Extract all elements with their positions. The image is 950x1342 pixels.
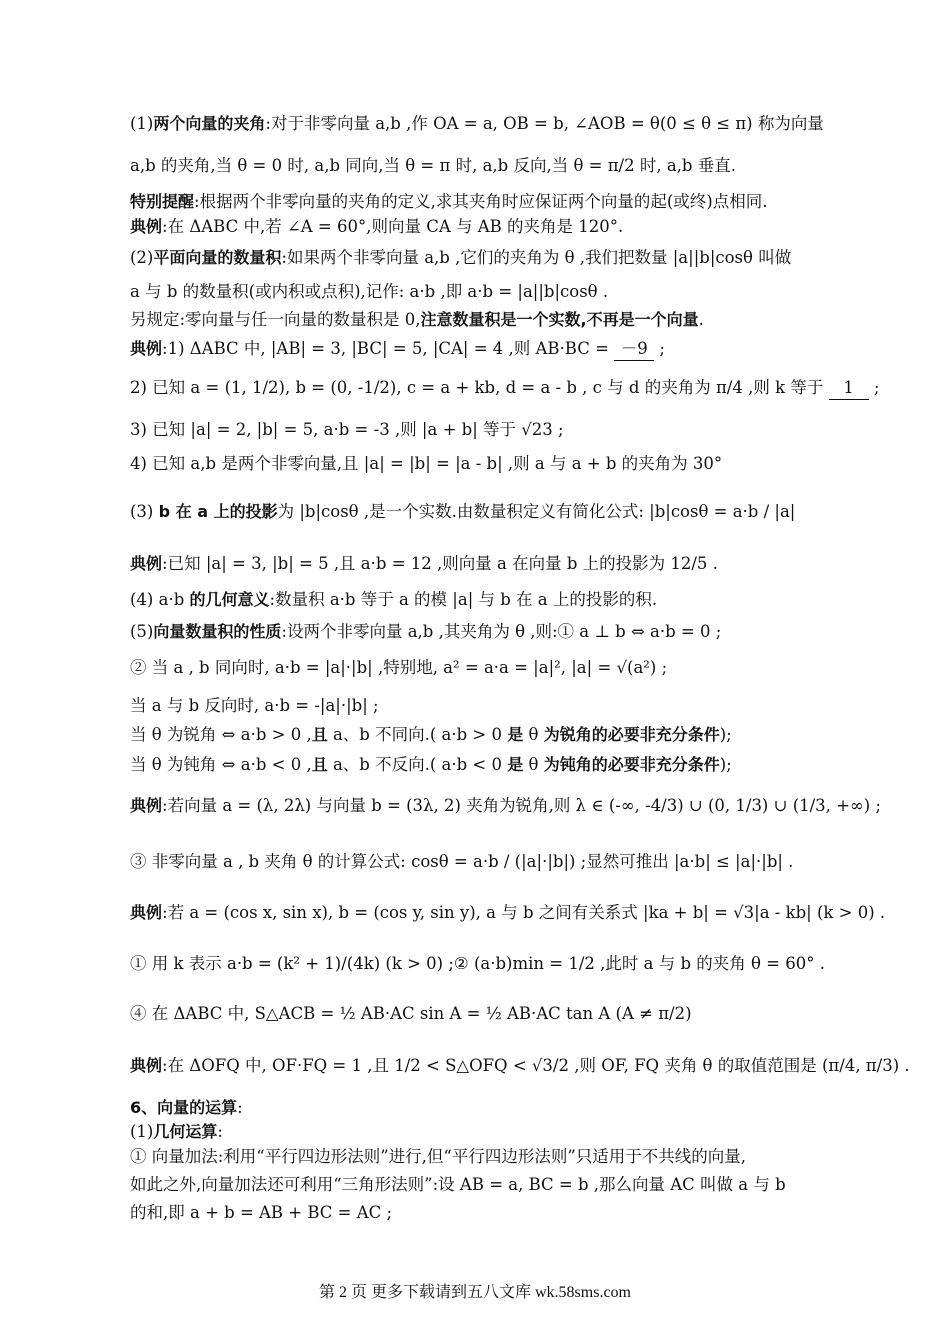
text-run: 当 θ 为锐角 ⇔ a·b > 0 ,: [130, 725, 312, 744]
bold-term: 典例: [130, 217, 163, 236]
line-example-acute: [130, 795, 881, 817]
line-obtuse-angle: [130, 754, 732, 776]
line-angle-definition: [130, 113, 824, 135]
text-run: 如此之外,向量加法还可利用“三角形法则”:设 AB = a, BC = b ,那么向量 AC 叫做 a 与 b: [130, 1175, 786, 1194]
line-example-projection: [130, 553, 718, 575]
line-dot-product-notation: [130, 281, 608, 303]
line-property-opposite: [130, 695, 379, 717]
text-run: .: [698, 310, 704, 329]
bold-term: 为钝角的必要非充分条件: [543, 755, 720, 774]
line-example-angle: [130, 216, 623, 238]
line-triangle-rule: [130, 1174, 786, 1196]
text-run: 另规定:零向量与任一向量的数量积是 0,: [130, 310, 421, 329]
bold-term: 两个向量的夹角: [153, 114, 266, 133]
line-vector-sum: [130, 1202, 392, 1224]
line-projection: [130, 501, 795, 523]
text-run: ② 当 a , b 同向时, a·b = |a|·|b| ,特别地, a² = a·a = |a|², |a| = √(a²) ;: [130, 658, 668, 677]
line-example-2: [130, 377, 879, 400]
text-run: :数量积 a·b 等于 a 的模 |a| 与 b 在 a 上的投影的积.: [269, 590, 658, 609]
line-cos-formula: [130, 851, 793, 873]
text-run: :已知 |a| = 3, |b| = 5 ,且 a·b = 12 ,则向量 a 在向量 b 上的投影为 12/5 .: [162, 554, 718, 573]
text-run: 当 a 与 b 反向时, a·b = -|a|·|b| ;: [130, 696, 379, 715]
text-run: (1): [130, 114, 154, 133]
text-run: :: [237, 1098, 243, 1117]
text-run: :若向量 a = (λ, 2λ) 与向量 b = (3λ, 2) 夹角为锐角,则 λ ∈ (-∞, -4/3) ∪ (0, 1/3) ∪ (1/3, +∞) ;: [162, 796, 881, 815]
line-dot-product-definition: [130, 247, 791, 269]
line-example-1: [130, 338, 665, 361]
bold-term: 典例: [130, 1056, 163, 1075]
text-run: (1): [130, 1122, 154, 1141]
text-run: :设两个非零向量 a,b ,其夹角为 θ ,则:① a ⊥ b ⇔ a·b = 0 ;: [281, 622, 722, 641]
text-run: ③ 非零向量 a , b 夹角 θ 的计算公式: cosθ = a·b / (|a|·|b|) ;显然可推出 |a·b| ≤ |a|·|b| .: [130, 852, 794, 871]
text-run: a、b 不反向.( a·b < 0: [327, 755, 508, 774]
text-run: ① 用 k 表示 a·b = (k² + 1)/(4k) (k > 0) ;② (a·b)min = 1/2 ,此时 a 与 b 的夹角 θ = 60° .: [130, 954, 825, 973]
bold-term: 是: [507, 755, 524, 774]
text-run: :: [217, 1122, 223, 1141]
text-run: (5): [130, 622, 154, 641]
text-run: ④ 在 ΔABC 中, S△ACB = ½ AB·AC sin A = ½ AB·AC tan A (A ≠ π/2): [130, 1004, 692, 1023]
text-run: :根据两个非零向量的夹角的定义,求其夹角时应保证两个向量的起(或终)点相同.: [194, 192, 768, 211]
text-run: :对于非零向量 a,b ,作 OA = a, OB = b, ∠AOB = θ(0 ≤ θ ≤ π) 称为向量: [265, 114, 824, 133]
text-run: 4) 已知 a,b 是两个非零向量,且 |a| = |b| = |a - b| ,则 a 与 a + b 的夹角为 30°: [130, 454, 723, 473]
bold-term: 典例: [130, 903, 163, 922]
bold-term: 且: [311, 755, 328, 774]
line-zero-vector-rule: [130, 309, 704, 331]
page-footer: 第 2 页 更多下载请到五八文库 wk.58sms.com: [318, 1284, 631, 1301]
text-run: :在 ΔOFQ 中, OF·FQ = 1 ,且 1/2 < S△OFQ < √3/2 ,则 OF, FQ 夹角 θ 的取值范围是 (π/4, π/3) .: [162, 1056, 910, 1075]
text-run: θ: [523, 755, 544, 774]
line-triangle-area: [130, 1003, 692, 1025]
line-angle-cases: [130, 155, 736, 177]
text-run: a、b 不同向.( a·b > 0: [327, 725, 508, 744]
bold-term: 向量数量积的性质: [153, 622, 282, 641]
line-acute-angle: [130, 724, 732, 746]
line-example-3: [130, 419, 564, 441]
text-run: :在 ΔABC 中,若 ∠A = 60°,则向量 CA 与 AB 的夹角是 120°.: [162, 217, 624, 236]
line-geometric-operations: [130, 1121, 223, 1143]
bold-term: 典例: [130, 554, 163, 573]
bold-term: 典例: [130, 339, 163, 358]
text-run: 3) 已知 |a| = 2, |b| = 5, a·b = -3 ,则 |a + b| 等于 √23 ;: [130, 420, 564, 439]
line-example-4: [130, 453, 722, 475]
text-run: );: [719, 725, 732, 744]
bold-term: 的几何意义: [189, 590, 270, 609]
bold-term: 特别提醒: [130, 192, 195, 211]
text-run: ;: [868, 378, 880, 397]
bold-term: 6、向量的运算: [130, 1098, 238, 1117]
text-run: θ: [523, 725, 544, 744]
bold-term: 典例: [130, 796, 163, 815]
line-properties: [130, 621, 721, 643]
bold-term: 注意数量积是一个实数,不再是一个向量: [420, 310, 699, 329]
bold-term: 几何运算: [153, 1122, 218, 1141]
bold-term: 为锐角的必要非充分条件: [543, 725, 720, 744]
text-run: a 与 b 的数量积(或内积或点积),记作: a·b ,即 a·b = |a||b|cosθ .: [130, 282, 609, 301]
text-run: ① 向量加法:利用“平行四边形法则”进行,但“平行四边形法则”只适用于不共线的向量,: [130, 1147, 747, 1166]
text-run: :若 a = (cos x, sin x), b = (cos y, sin y), a 与 b 之间有关系式 |ka + b| = √3|a - kb| (k > 0) .: [162, 903, 886, 922]
line-property-same-direction: [130, 657, 667, 679]
text-run: :1) ΔABC 中, |AB| = 3, |BC| = 5, |CA| = 4 ,则 AB·BC =: [162, 339, 615, 358]
line-geometric-meaning: [130, 589, 657, 611]
bold-term: 平面向量的数量积: [153, 248, 282, 267]
line-special-reminder: [130, 191, 767, 213]
text-run: (2): [130, 248, 154, 267]
bold-term: 是: [507, 725, 524, 744]
text-run: 的和,即 a + b = AB + BC = AC ;: [130, 1203, 393, 1222]
text-run: a,b 的夹角,当 θ = 0 时, a,b 同向,当 θ = π 时, a,b 反向,当 θ = π/2 时, a,b 垂直.: [130, 156, 736, 175]
text-run: 当 θ 为钝角 ⇔ a·b < 0 ,: [130, 755, 312, 774]
answer-blank: －9: [614, 338, 654, 361]
text-run: ;: [654, 339, 665, 358]
bold-term: b 在 a 上的投影: [158, 502, 278, 521]
text-run: (4) a·b: [130, 590, 190, 609]
line-section-6: [130, 1097, 243, 1119]
text-run: (3): [130, 502, 159, 521]
text-run: 2) 已知 a = (1, 1/2), b = (0, -1/2), c = a + kb, d = a - b , c 与 d 的夹角为 π/4 ,则 k 等于: [130, 378, 829, 397]
answer-blank: 1: [829, 377, 869, 400]
line-example-cos-answers: [130, 953, 825, 975]
line-example-cos: [130, 902, 885, 924]
line-vector-addition: [130, 1146, 746, 1168]
text-run: 为 |b|cosθ ,是一个实数.由数量积定义有简化公式: |b|cosθ = a·b / |a|: [277, 502, 796, 521]
line-example-ofq: [130, 1055, 910, 1077]
text-run: );: [719, 755, 732, 774]
bold-term: 且: [311, 725, 328, 744]
text-run: :如果两个非零向量 a,b ,它们的夹角为 θ ,我们把数量 |a||b|cosθ 叫做: [281, 248, 792, 267]
